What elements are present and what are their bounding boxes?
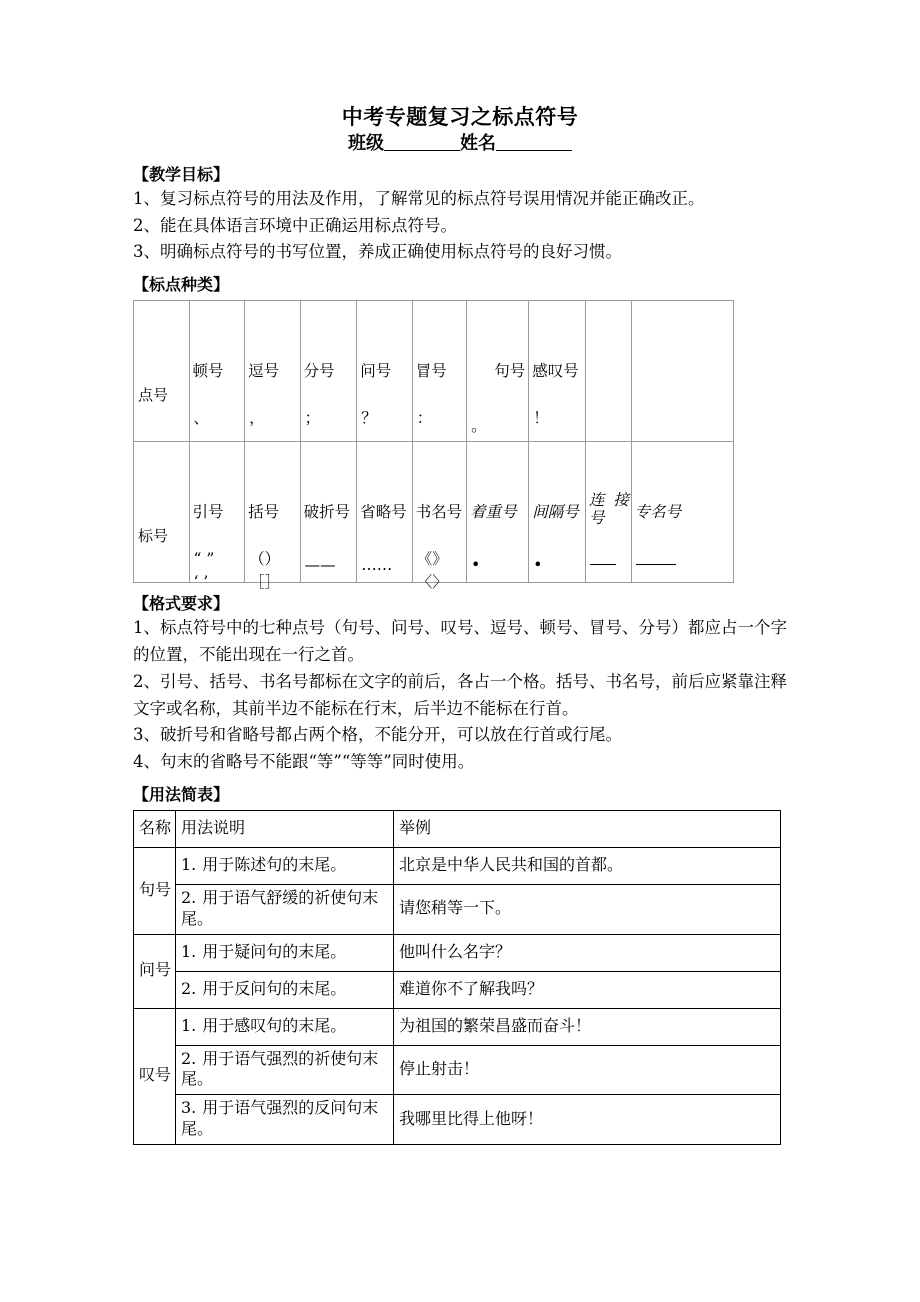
usage-text: 用于语气强烈的反问句末尾。 [181,1098,379,1138]
format-rule-1: 1、标点符号中的七种点号（句号、问号、叹号、逗号、顿号、冒号、分号）都应占一个字的位置，不能出现在一行之首。 [133,618,787,665]
usage-example: 为祖国的繁荣昌盛而奋斗！ [394,1008,781,1045]
type-name: 句号 [494,362,526,381]
class-label: 班级 [348,133,384,155]
type-name [589,492,628,527]
type-symbol [194,548,242,593]
type-symbol: —— [304,556,336,575]
type-cell-empty-2 [631,301,733,442]
type-name: 分号 [303,362,335,381]
type-symbol-line1: （） [249,550,281,569]
student-info-line [133,130,787,156]
type-name: 书名号 [415,503,463,522]
type-cell-kuohao [245,442,301,591]
type-symbol: • [471,556,481,575]
table-header-row [134,810,781,847]
type-symbol [417,548,463,593]
usage-summary-table [133,810,781,1145]
objectives-heading: 【教学目标】 [133,164,230,184]
type-name: 间隔号 [532,503,579,522]
type-name: 问号 [360,362,392,381]
usage-description [176,847,394,884]
type-name: 专名号 [634,503,682,522]
usage-header-name: 名称 [134,810,176,847]
type-cell-yinhao [189,442,245,591]
usage-example: 请您稍等一下。 [394,884,781,934]
type-cell-wenhao [357,301,413,442]
usage-description [176,1095,394,1145]
usage-index: 2. [181,978,197,998]
usage-description [176,884,394,934]
types-row-label: 点号 [138,386,169,405]
usage-index: 1. [181,941,197,961]
format-rule-2: 2、引号、括号、书名号都标在文字的前后，各占一个格。括号、书名号，前后应紧靠注释文字或名称，其前半边不能标在行末，后半边不能标在行首。 [133,671,787,718]
type-cell-lianjiehao [585,442,631,583]
type-cell-empty-1 [585,301,631,442]
usage-example: 停止射击！ [394,1045,781,1095]
usage-group-name-wenhao: 问号 [134,934,176,1008]
table-row [134,971,781,1008]
types-row-label-cell-dianhao [134,301,190,442]
table-row [134,442,734,583]
usage-example: 北京是中华人民共和国的首都。 [394,847,781,884]
format-rule-3: 3、破折号和省略号都占两个格，不能分开，可以放在行首或行尾。 [133,725,622,745]
type-cell-jiangehao [529,442,586,583]
type-name: 冒号 [415,362,447,381]
usage-text: 用于陈述句的末尾。 [202,855,347,875]
usage-example: 我哪里比得上他呀！ [394,1095,781,1145]
document-page [133,0,787,1145]
type-name: 逗号 [248,362,280,381]
objective-item-3: 3、明确标点符号的书写位置，养成正确使用标点符号的良好习惯。 [133,242,622,262]
usage-description [176,1008,394,1045]
name-blank-field[interactable] [496,150,572,151]
type-symbol: ； [304,409,321,428]
type-cell-zhuanminghao [631,442,733,583]
format-rule-4: 4、句末的省略号不能跟“等”“等等”同时使用。 [133,752,475,772]
usage-description [176,971,394,1008]
type-cell-gantanhao [529,301,586,442]
usage-text: 用于感叹句的末尾。 [202,1015,347,1035]
type-symbol: • [533,556,543,575]
usage-index: 2. [181,887,197,907]
usage-group-name-juhao: 句号 [134,847,176,934]
type-symbol: ： [416,409,433,428]
type-cell-shenglvehao [357,442,413,583]
type-symbol [590,554,628,576]
usage-header-example: 举例 [394,810,781,847]
type-symbol: 。 [471,417,487,436]
table-row [134,301,734,442]
type-name: 省略号 [360,503,407,522]
objective-item-1: 1、复习标点符号的用法及作用，了解常见的标点符号误用情况并能正确改正。 [133,188,705,208]
format-heading: 【格式要求】 [133,594,230,614]
type-symbol-line2: 〈〉 [416,572,448,591]
table-row [134,934,781,971]
type-symbol: ！ [533,409,549,428]
types-heading: 【标点种类】 [133,275,230,295]
table-row [134,1095,781,1145]
types-row-label: 标号 [138,527,169,546]
usage-text: 用于语气舒缓的祈使句末尾。 [181,887,379,928]
usage-example: 他叫什么名字？ [394,934,781,971]
type-symbol [636,554,730,576]
type-cell-shumínghao [412,442,466,591]
punctuation-types-table [133,300,734,591]
usage-text: 用于反问句的末尾。 [202,978,347,998]
type-cell-maohao [412,301,466,442]
type-cell-douhao [245,301,301,442]
usage-text: 用于疑问句的末尾。 [202,941,347,961]
table-row [134,847,781,884]
usage-heading: 【用法简表】 [133,784,230,804]
type-name: 引号 [192,503,224,522]
usage-header-usage: 用法说明 [176,810,394,847]
type-name: 顿号 [192,362,224,381]
usage-index: 1. [181,855,197,875]
type-symbol: …… [361,556,393,575]
type-name-line1: 连 接 [588,491,629,510]
type-symbol-line2: ［］ [249,572,281,591]
table-row [134,1045,781,1095]
type-cell-dunhao [189,301,245,442]
usage-index: 1. [181,1015,197,1035]
type-cell-fenhao [300,301,357,442]
type-cell-pozhehao [300,442,357,583]
type-cell-juhao [467,301,529,442]
table-row [134,884,781,934]
type-symbol: 、 [193,409,210,428]
type-symbol [249,548,297,593]
usage-group-name-tanhao: 叹号 [134,1008,176,1144]
type-name: 感叹号 [532,362,579,381]
usage-index: 2. [181,1048,197,1068]
type-name: 破折号 [303,503,351,522]
class-blank-field[interactable] [384,150,460,151]
usage-example: 难道你不了解我吗？ [394,971,781,1008]
type-symbol-line2: ‘ ’ [193,572,209,591]
usage-index: 3. [181,1098,197,1118]
type-name: 括号 [248,503,280,522]
objective-item-2: 2、能在具体语言环境中正确运用标点符号。 [133,215,457,235]
type-cell-zhuzhonghao [467,442,529,583]
types-row-label-cell-biaohao [134,442,190,583]
type-symbol: ， [249,409,265,428]
usage-text: 用于语气强烈的祈使句末尾。 [181,1048,379,1089]
usage-description [176,1045,394,1095]
proper-name-line [636,564,676,565]
type-symbol-line1: “ ” [193,550,215,569]
type-name-line2: 号 [588,508,605,527]
table-row [134,1008,781,1045]
hyphen-line [590,564,616,565]
usage-description [176,934,394,971]
name-label: 姓名 [460,133,496,155]
type-symbol: ？ [361,409,377,428]
type-symbol-line1: 《》 [416,550,448,569]
type-name: 着重号 [470,503,517,522]
page-title: 中考专题复习之标点符号 [341,105,579,129]
